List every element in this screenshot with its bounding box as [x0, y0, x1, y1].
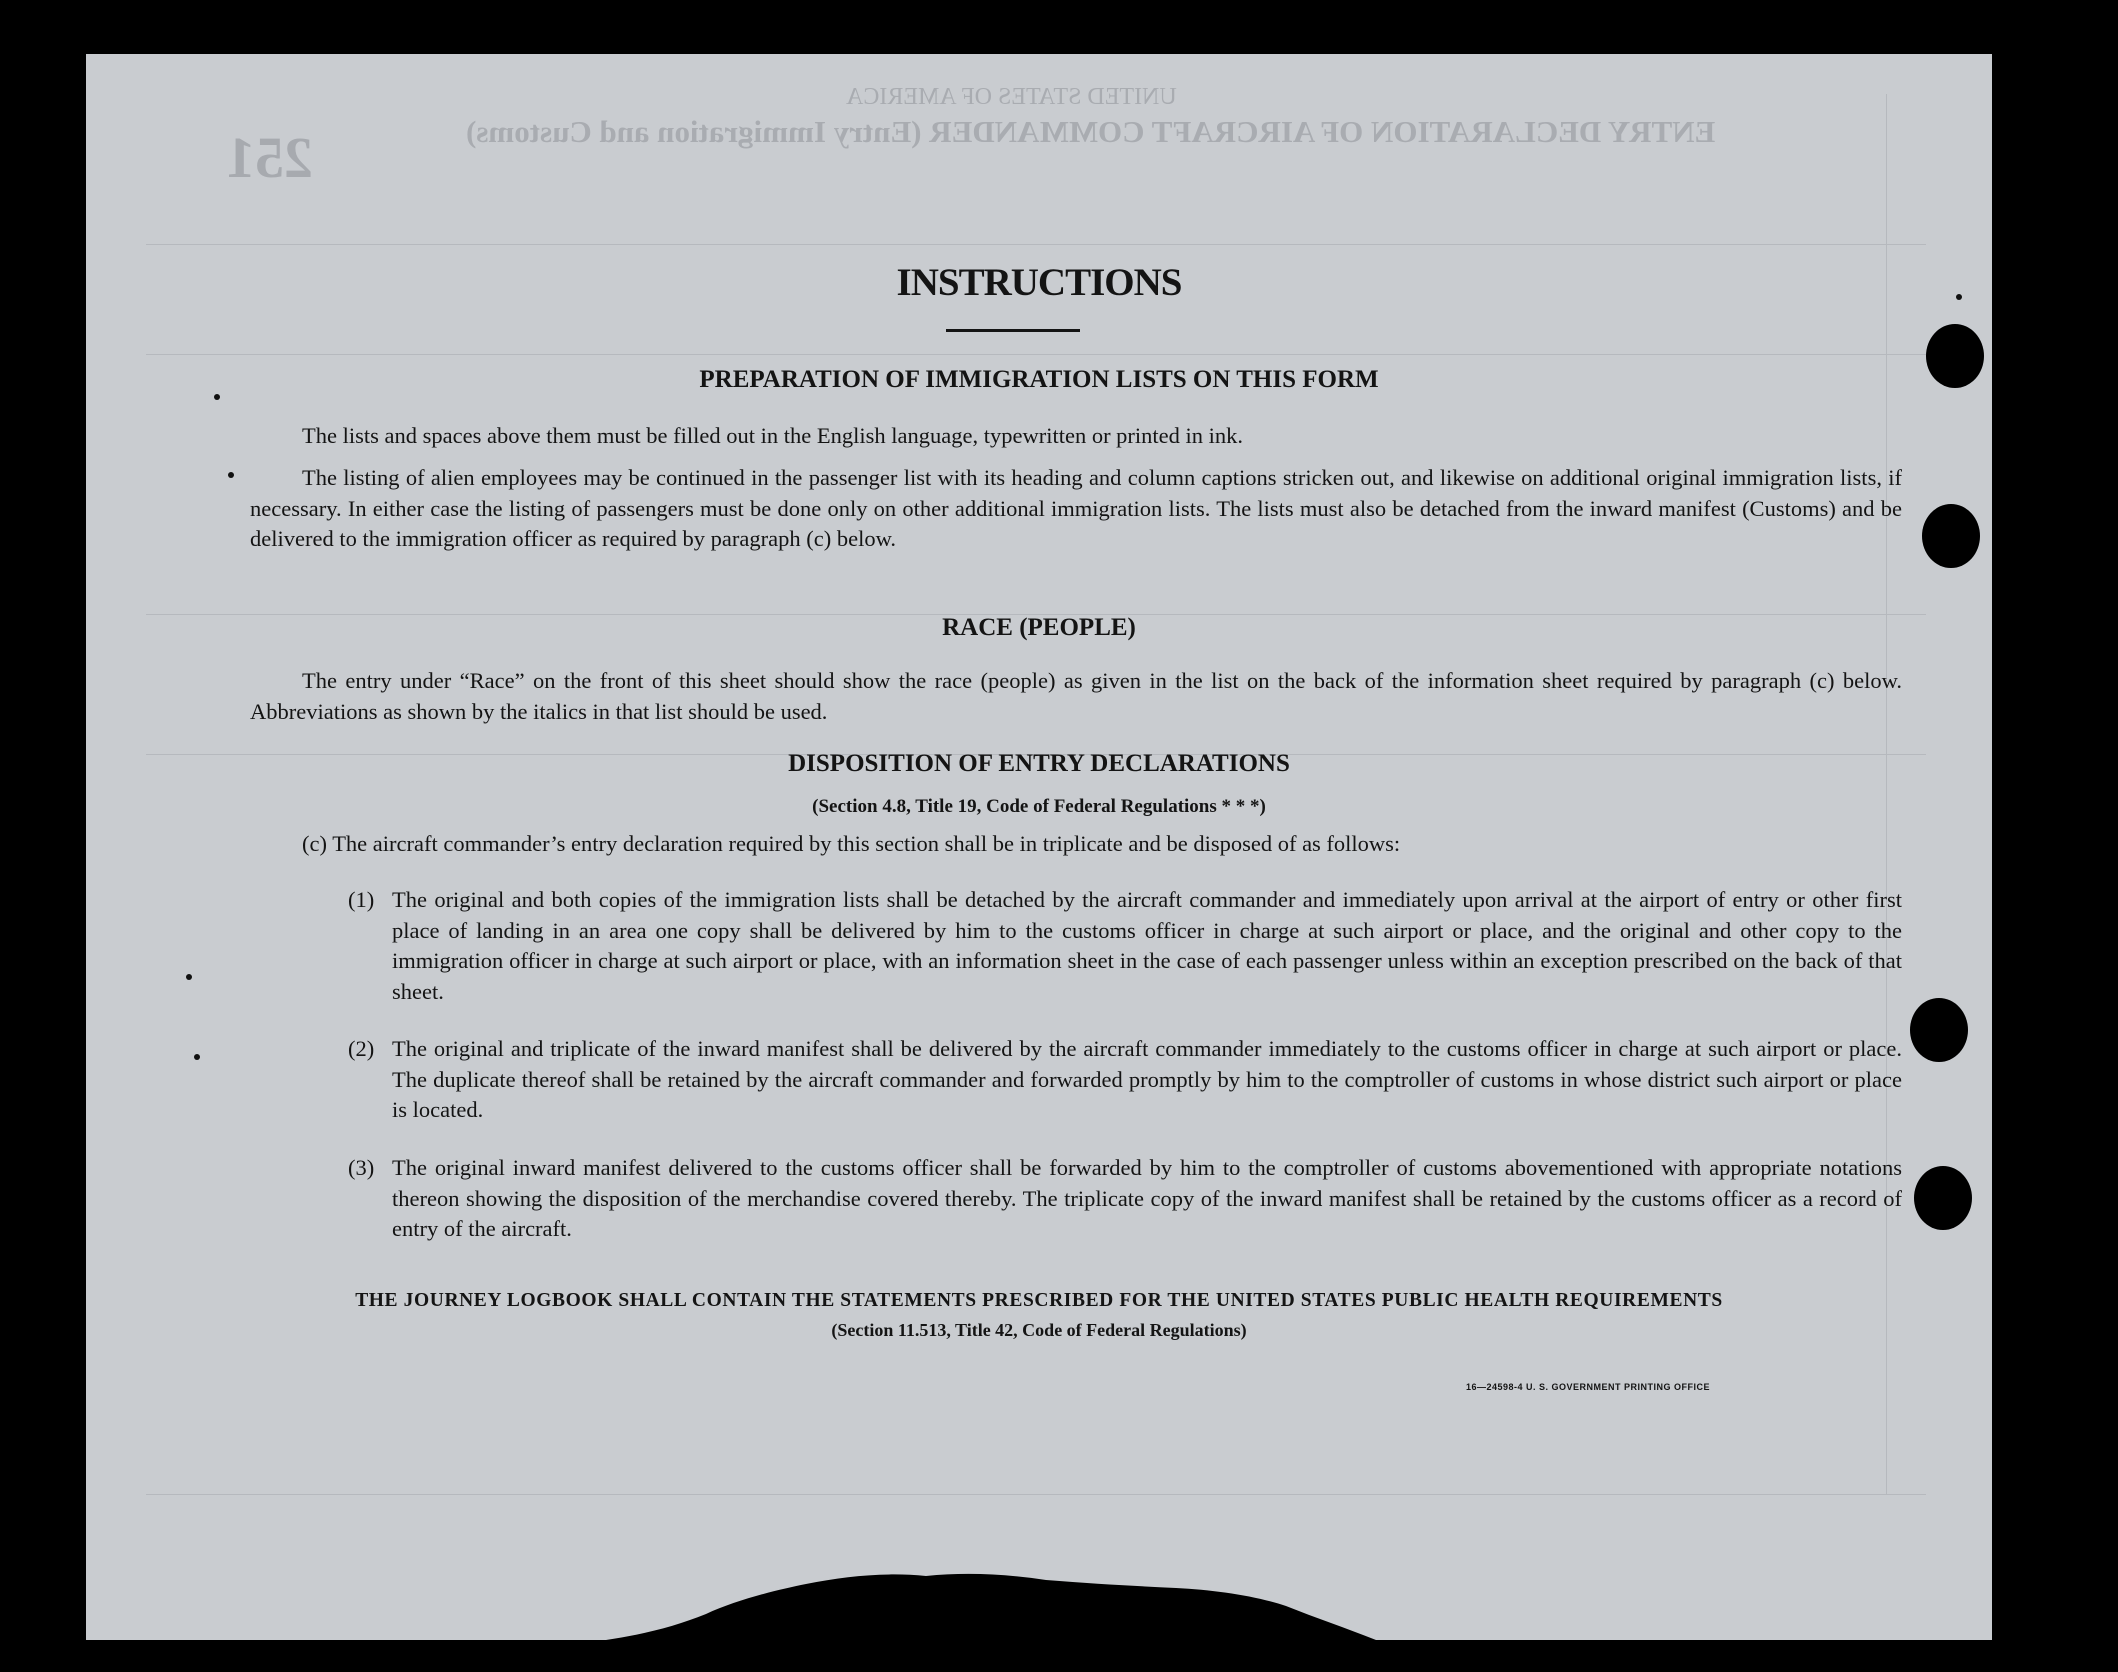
- ink-speck: [214, 394, 220, 400]
- item-number: (1): [348, 887, 375, 912]
- disposition-reference: (Section 4.8, Title 19, Code of Federal Regulations * * *): [812, 796, 1266, 817]
- punch-hole: [1914, 1166, 1972, 1230]
- heading-preparation: PREPARATION OF IMMIGRATION LISTS ON THIS FORM: [699, 366, 1379, 393]
- torn-edge: [86, 1514, 1992, 1644]
- punch-hole: [1910, 998, 1968, 1062]
- bleed-through-header-2: ENTRY DECLARATION OF AIRCRAFT COMMANDER (Entry Immigration and Customs): [466, 114, 1716, 149]
- disposition-item-3: [348, 1153, 1902, 1245]
- heading-disposition: DISPOSITION OF ENTRY DECLARATIONS: [788, 750, 1290, 777]
- paragraph-race: The entry under “Race” on the front of this sheet should show the race (people) as given in the list on the back of the information sheet required by paragraph (c) below. Abbreviations as shown by the italics in that list should be used.: [250, 668, 1902, 724]
- disposition-item-1: [348, 885, 1902, 1007]
- printing-office-note: 16—24598-4 U. S. GOVERNMENT PRINTING OFFICE: [1466, 1382, 1711, 1392]
- ink-speck: [186, 974, 192, 980]
- item-text: The original inward manifest delivered to the customs officer shall be forwarded by him to the comptroller of customs abovementioned with appropriate notations thereon showing the disposition of the merchandise covered thereby. The triplicate copy of the inward manifest shall be retained by the customs officer as a record of entry of the aircraft.: [392, 1155, 1902, 1241]
- bleed-through-header-1: UNITED STATES OF AMERICA: [846, 84, 1177, 110]
- bleed-through-number: 251: [226, 125, 313, 190]
- page-title: INSTRUCTIONS: [896, 261, 1182, 304]
- footer-reference: (Section 11.513, Title 42, Code of Federal Regulations): [831, 1320, 1247, 1340]
- punch-hole: [1922, 504, 1980, 568]
- ink-speck: [228, 472, 234, 478]
- ink-speck: [1956, 294, 1962, 300]
- heading-race: RACE (PEOPLE): [942, 614, 1136, 641]
- document-sheet: [86, 54, 1992, 1644]
- disposition-intro: (c) The aircraft commander’s entry declaration required by this section shall be in triplicate and be disposed of as follows:: [302, 831, 1401, 856]
- item-number: (2): [348, 1036, 375, 1061]
- item-number: (3): [348, 1155, 375, 1180]
- item-text: The original and triplicate of the inward manifest shall be delivered by the aircraft commander immediately to the customs officer in charge at such airport or place. The duplicate thereof shall be retained by the aircraft commander and forwarded promptly by him to the comptroller of customs in whose district such airport or place is located.: [392, 1036, 1902, 1122]
- item-text: The original and both copies of the immigration lists shall be detached by the aircraft commander and immediately upon arrival at the airport of entry or other first place of landing in an area one copy shall be delivered by him to the customs officer in charge at such airport or place, and the original and other copy to the immigration officer in charge at such airport or place, with an information sheet in the case of each passenger unless within an exception prescribed on the back of that sheet.: [392, 887, 1902, 1004]
- paragraph-preparation-2: The listing of alien employees may be continued in the passenger list with its heading and column captions stricken out, and likewise on additional original immigration lists, if necessary. In either case the listing of passengers must be done only on other additional immigration lists. The lists must also be detached from the inward manifest (Customs) and be delivered to the immigration officer as required by paragraph (c) below.: [250, 465, 1902, 551]
- footer-health-requirements: THE JOURNEY LOGBOOK SHALL CONTAIN THE STATEMENTS PRESCRIBED FOR THE UNITED STATES PUBLIC HEALTH REQUIREMENTS: [355, 1290, 1723, 1311]
- title-underline: [946, 329, 1080, 332]
- disposition-item-2: [348, 1034, 1902, 1126]
- punch-hole: [1926, 324, 1984, 388]
- ink-speck: [194, 1054, 200, 1060]
- paragraph-preparation-1: The lists and spaces above them must be filled out in the English language, typewritten or printed in ink.: [302, 423, 1244, 448]
